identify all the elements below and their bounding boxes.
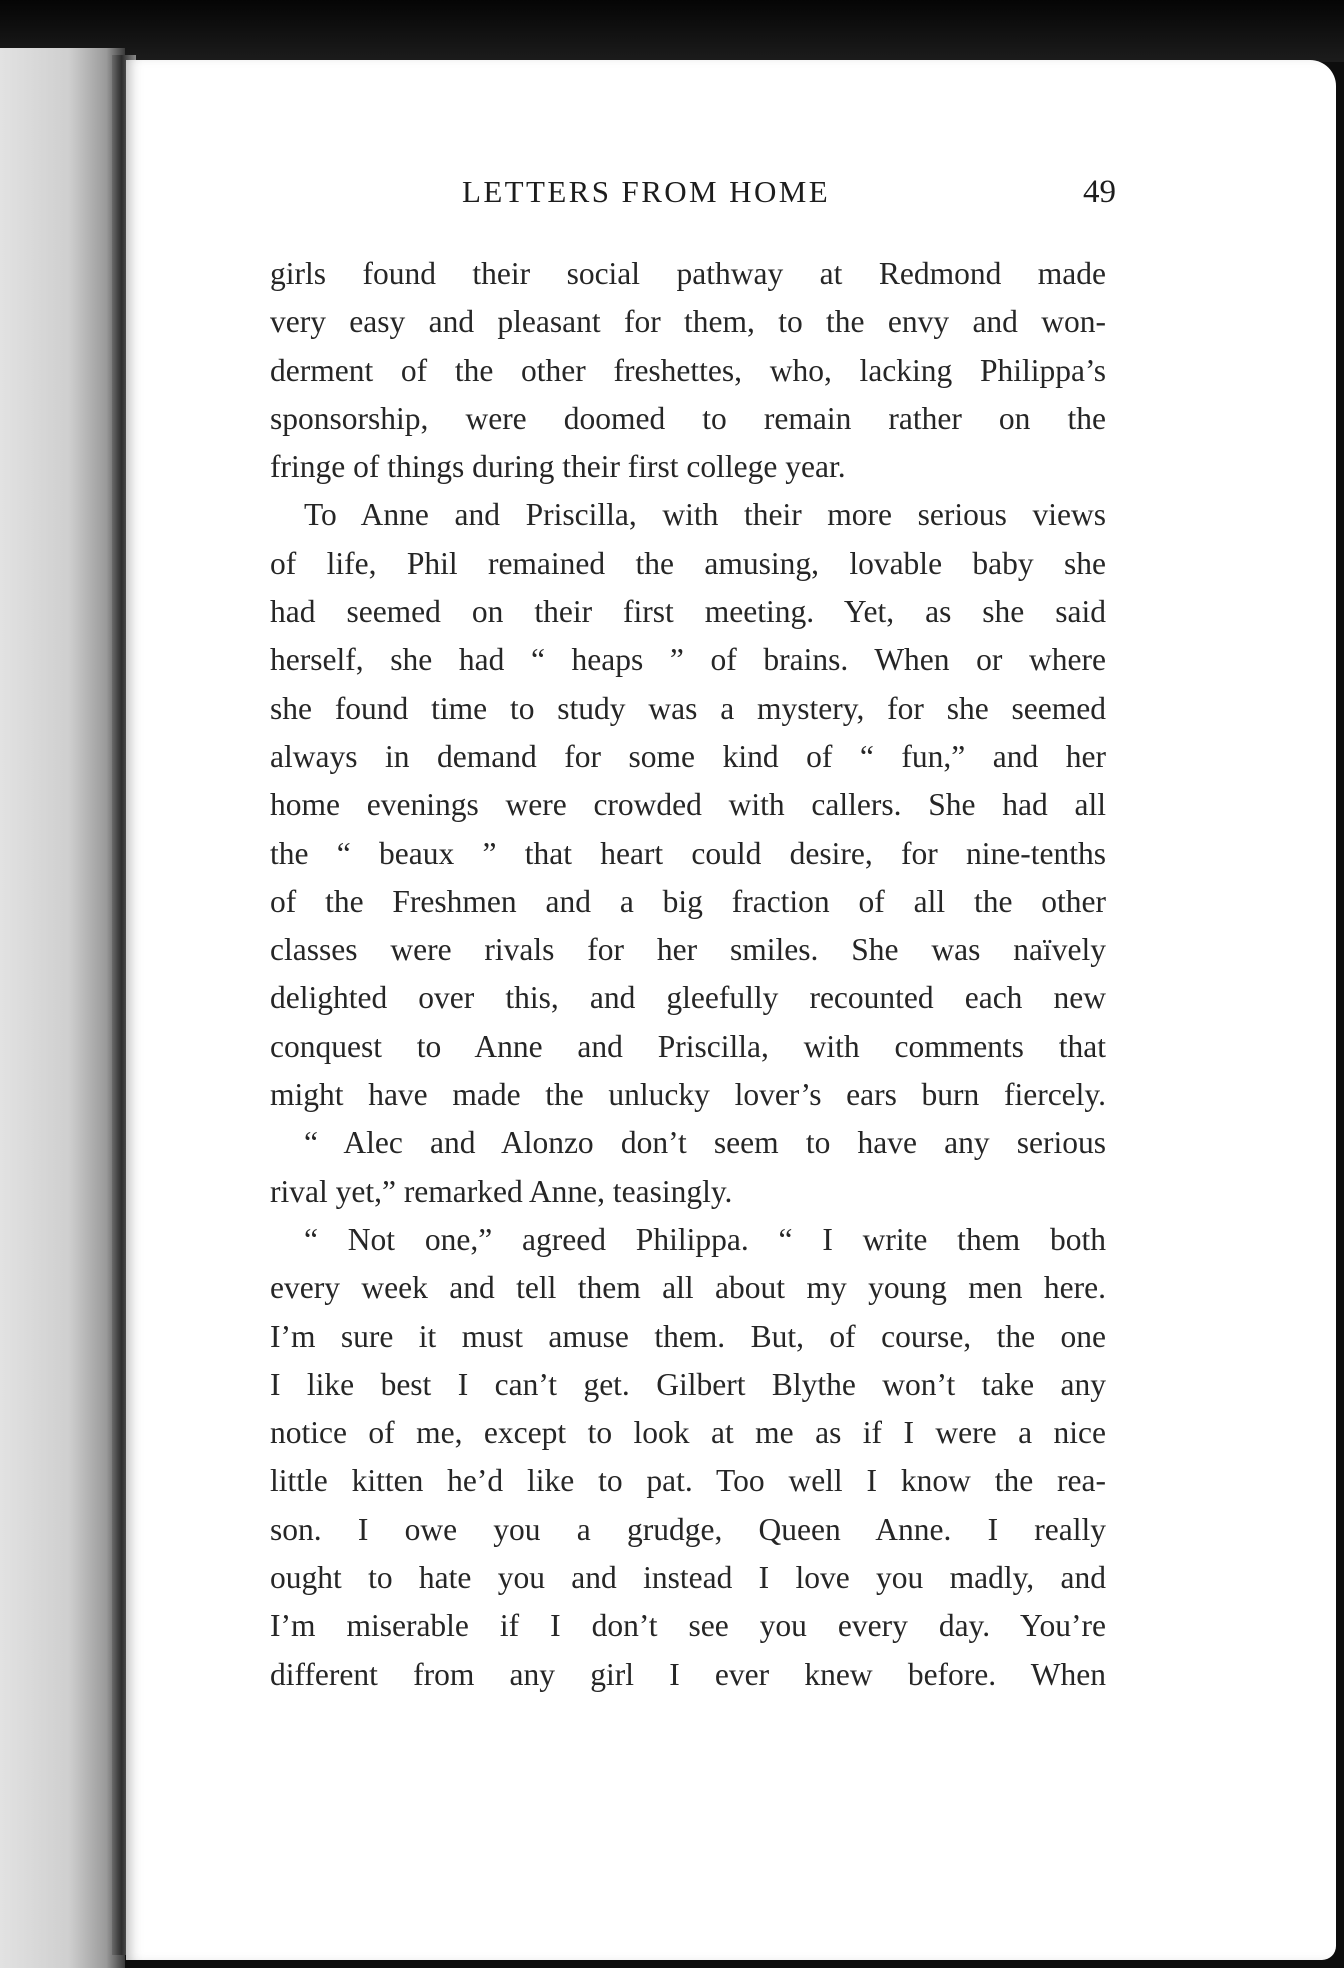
text-line: little kitten he’d like to pat. Too well I know the rea-	[270, 1463, 1106, 1499]
text-line: had seemed on their first meeting. Yet, as she said	[270, 594, 1106, 630]
text-line: notice of me, except to look at me as if I were a nice	[270, 1415, 1106, 1451]
text-line: I’m miserable if I don’t see you every day. You’re	[270, 1608, 1106, 1644]
text-line: girls found their social pathway at Redmond made	[270, 256, 1106, 291]
text-line: I like best I can’t get. Gilbert Blythe won’t take any	[270, 1366, 1106, 1402]
page-number: 49	[1083, 174, 1116, 210]
scan-top-edge	[0, 0, 1344, 62]
text-line: classes were rivals for her smiles. She was naïvely	[270, 932, 1106, 968]
text-line: To Anne and Priscilla, with their more serious views	[304, 497, 1106, 533]
text-line: might have made the unlucky lover’s ears burn fiercely.	[270, 1077, 1106, 1113]
text-line: son. I owe you a grudge, Queen Anne. I really	[270, 1511, 1106, 1547]
text-line: I’m sure it must amuse them. But, of course, the one	[270, 1318, 1106, 1354]
text-line: herself, she had “ heaps ” of brains. When or where	[270, 642, 1106, 678]
text-line: of the Freshmen and a big fraction of all the other	[270, 883, 1106, 919]
running-head	[270, 168, 1116, 216]
facing-page-edge	[0, 48, 125, 1968]
text-line: sponsorship, were doomed to remain rather on the	[270, 400, 1106, 436]
text-line: delighted over this, and gleefully recounted each new	[270, 980, 1106, 1016]
text-line: she found time to study was a mystery, for she seemed	[270, 690, 1106, 726]
text-line: the “ beaux ” that heart could desire, for nine-tenths	[270, 835, 1106, 871]
text-line: “ Alec and Alonzo don’t seem to have any serious	[304, 1125, 1106, 1161]
text-line: different from any girl I ever knew before. When	[270, 1656, 1106, 1692]
text-line: always in demand for some kind of “ fun,” and her	[270, 738, 1106, 774]
text-line: “ Not one,” agreed Philippa. “ I write them both	[304, 1221, 1106, 1257]
body-text	[270, 250, 1106, 1699]
text-line: ought to hate you and instead I love you madly, and	[270, 1560, 1106, 1596]
running-title: LETTERS FROM HOME	[462, 174, 831, 209]
text-line: rival yet,” remarked Anne, teasingly.	[270, 1173, 733, 1209]
text-line: very easy and pleasant for them, to the envy and won-	[270, 304, 1106, 340]
text-line: conquest to Anne and Priscilla, with comments that	[270, 1028, 1106, 1064]
text-line: fringe of things during their first college year.	[270, 449, 846, 485]
text-line: of life, Phil remained the amusing, lovable baby she	[270, 545, 1106, 581]
text-line: every week and tell them all about my young men here.	[270, 1270, 1106, 1306]
text-line: home evenings were crowded with callers. She had all	[270, 787, 1106, 823]
text-line: derment of the other freshettes, who, lacking Philippa’s	[270, 352, 1106, 388]
